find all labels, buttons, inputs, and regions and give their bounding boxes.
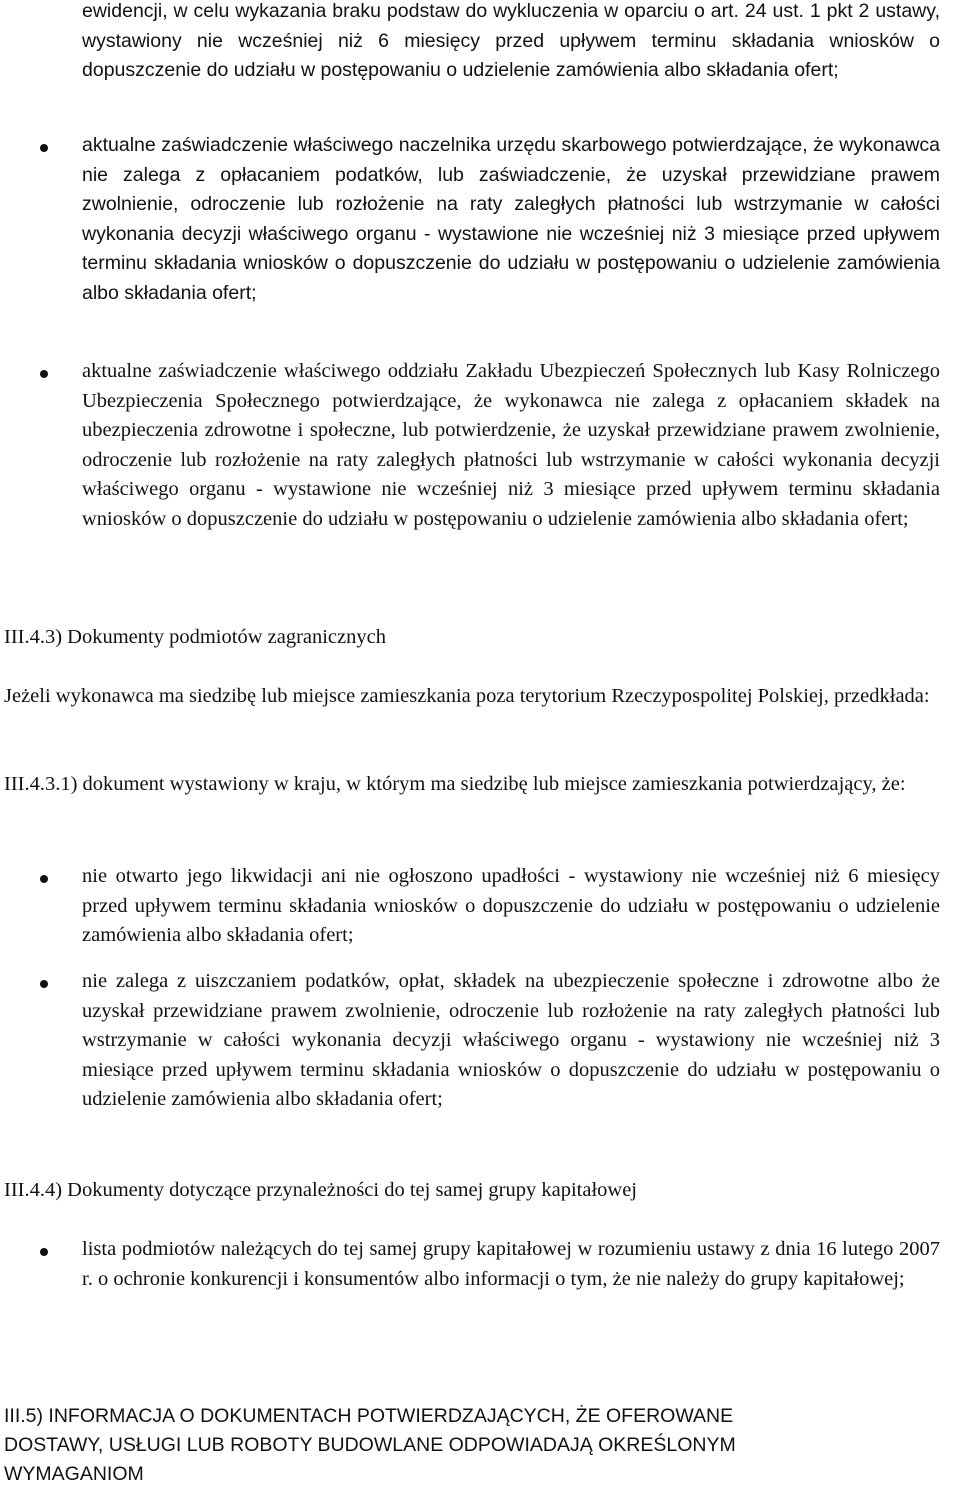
section-heading-foreign-entities: III.4.3) Dokumenty podmiotów zagranicznych <box>4 626 386 648</box>
bullet-dot-icon <box>40 980 48 988</box>
bullet-dot-icon <box>40 875 48 883</box>
section-heading-capital-group: III.4.4) Dokumenty dotyczące przynależności do tej samej grupy kapitałowej <box>4 1179 637 1201</box>
list-item-no-liquidation: nie otwarto jego likwidacji ani nie ogłoszono upadłości - wystawiony nie wcześniej niż 6 miesięcy przed upływem terminu składania wniosków o dopuszczenie do udziału w postępowaniu o udzielenie zamówienia albo składania ofert; <box>82 865 940 946</box>
foreign-intro-paragraph: Jeżeli wykonawca ma siedzibę lub miejsce zamieszkania poza terytorium Rzeczypospolitej Polskiej, przedkłada: <box>4 685 930 707</box>
list-item-tax-certificate: aktualne zaświadczenie właściwego naczelnika urzędu skarbowego potwierdzające, że wykonawca nie zalega z opłacaniem podatków, lub zaświadczenie, że uzyskał przewidziane prawem zwolnienie, odroczenie lub rozłożenie na raty zaległych płatności lub wstrzymanie w całości wykonania decyzji właściwego organu - wystawione nie wcześniej niż 3 miesiące przed upływem terminu składania wniosków o dopuszczenie do udziału w postępowaniu o udzielenie zamówienia albo składania ofert; <box>82 134 940 304</box>
foreign-document-item: III.4.3.1) dokument wystawiony w kraju, w którym ma siedzibę lub miejsce zamieszkania potwierdzający, że: <box>4 773 906 795</box>
bullet-dot-icon <box>40 370 48 378</box>
section-heading-iii5-line1: III.5) INFORMACJA O DOKUMENTACH POTWIERDZAJĄCYCH, ŻE OFEROWANE <box>4 1405 734 1427</box>
section-heading-iii5-line2: DOSTAWY, USŁUGI LUB ROBOTY BUDOWLANE ODPOWIADAJĄ OKREŚLONYM <box>4 1434 736 1456</box>
continuation-paragraph: ewidencji, w celu wykazania braku podstaw do wykluczenia w oparciu o art. 24 ust. 1 pkt 2 ustawy, wystawiony nie wcześniej niż 6 miesięcy przed upływem terminu składania wniosków o dopuszczenie do udziału w postępowaniu o udzielenie zamówienia albo składania ofert; <box>82 0 940 81</box>
list-item-no-arrears: nie zalega z uiszczaniem podatków, opłat, składek na ubezpieczenie społeczne i zdrowotne albo że uzyskał przewidziane prawem zwolnienie, odroczenie lub rozłożenie na raty zaległych płatności lub wstrzymanie w całości wykonania decyzji właściwego organu - wystawiony nie wcześniej niż 3 miesiące przed upływem terminu składania wniosków o dopuszczenie do udziału w postępowaniu o udzielenie zamówienia albo składania ofert; <box>82 970 940 1110</box>
bullet-dot-icon <box>40 144 48 152</box>
list-item-capital-group: lista podmiotów należących do tej samej grupy kapitałowej w rozumieniu ustawy z dnia 16 lutego 2007 r. o ochronie konkurencji i konsumentów albo informacji o tym, że nie należy do grupy kapitałowej; <box>82 1238 940 1290</box>
section-heading-iii5-line3: WYMAGANIOM <box>4 1463 144 1485</box>
list-item-zus-certificate: aktualne zaświadczenie właściwego oddziału Zakładu Ubezpieczeń Społecznych lub Kasy Rolniczego Ubezpieczenia Społecznego potwierdzające, że wykonawca nie zalega z opłacaniem składek na ubezpieczenia zdrowotne i społeczne, lub potwierdzenie, że uzyskał przewidziane prawem zwolnienie, odroczenie lub rozłożenie na raty zaległych płatności lub wstrzymanie w całości wykonania decyzji właściwego organu - wystawione nie wcześniej niż 3 miesiące przed upływem terminu składania wniosków o dopuszczenie do udziału w postępowaniu o udzielenie zamówienia albo składania ofert; <box>82 360 940 530</box>
bullet-dot-icon <box>40 1248 48 1256</box>
